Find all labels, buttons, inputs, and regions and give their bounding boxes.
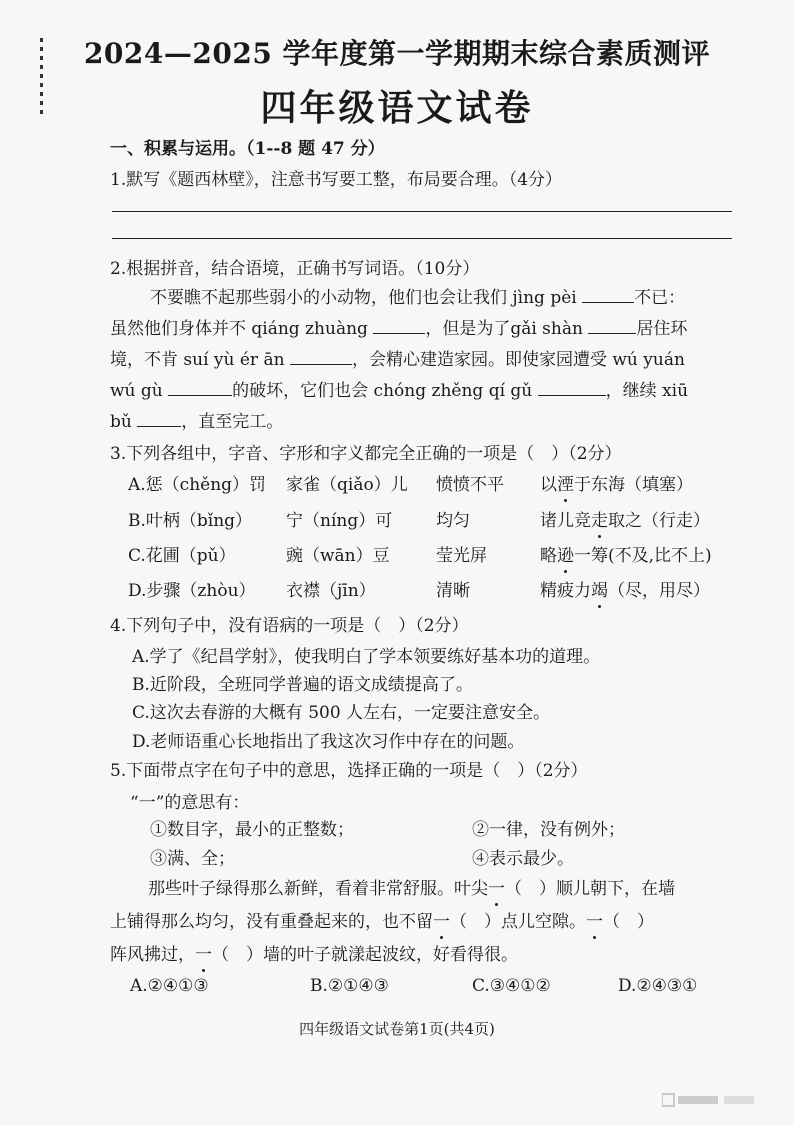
fill-blank-jingpei[interactable] <box>582 301 634 303</box>
fill-blank-gaishan[interactable] <box>588 332 636 334</box>
q5-option-c[interactable]: C.③④①② <box>472 976 551 996</box>
q2-text: 不已： <box>634 288 686 308</box>
q2-text: ，继续 xiū <box>605 381 689 401</box>
section-1-title: 一、积累与运用。（1--8 题 47 分） <box>110 139 385 159</box>
q2-text: 境，不肯 suí yù ér ān <box>110 350 285 370</box>
q4-option-d[interactable]: D.老师语重心长地指出了我这次习作中存在的问题。 <box>132 732 525 752</box>
question-2: 2.根据拼音，结合语境，正确书写词语。（10分） <box>110 259 480 279</box>
q5-meaning-1: ①数目字，最小的正整数； <box>150 820 354 840</box>
q4-option-a[interactable]: A.学了《纪昌学射》，使我明白了学本领要练好基本功的道理。 <box>132 647 601 667</box>
dotted-char: 一 <box>195 945 212 965</box>
q2-line-2 <box>110 314 687 339</box>
q3-cell: 家雀（qiǎo）儿 <box>286 475 408 495</box>
q3-cell: 略 <box>540 546 557 566</box>
question-3: 3.下列各组中，字音、字形和字义都完全正确的一项是（ ）（2分） <box>110 444 622 464</box>
q2-text: ，但是为了gǎi shàn <box>425 319 583 339</box>
question-1: 1.默写《题西林壁》，注意书写要工整，布局要合理。（4分） <box>110 170 563 190</box>
q2-text: wú gù <box>110 381 163 401</box>
q2-text: 虽然他们身体并不 qiáng zhuàng <box>110 319 368 339</box>
q5-text: （ ）顺儿朝下，在墙 <box>505 879 675 899</box>
q3-cell: 精疲力 <box>540 581 591 601</box>
q5-text: （ ） <box>603 912 654 932</box>
q3-cell: 均匀 <box>436 511 470 531</box>
dotted-char: 逊 <box>557 546 574 566</box>
dotted-char: 湮 <box>557 475 574 495</box>
q5-passage-line-2 <box>110 907 654 932</box>
q3-cell: 衣襟（jīn） <box>286 581 376 601</box>
q4-option-c[interactable]: C.这次去春游的大概有 500 人左右，一定要注意安全。 <box>132 703 551 723</box>
q3-cell: 莹光屏 <box>436 546 487 566</box>
q2-line-5 <box>110 407 283 432</box>
q3-cell: 豌（wān）豆 <box>286 546 390 566</box>
dotted-char: 竭 <box>591 581 608 601</box>
q5-text: （ ）墙的叶子就漾起波纹，好看得很。 <box>212 945 518 965</box>
q3-cell: A.惩（chěng）罚 <box>128 475 267 495</box>
q2-text: 的破坏，它们也会 chóng zhěng qí gǔ <box>232 381 533 401</box>
answer-line-2[interactable] <box>112 238 732 239</box>
q3-cell: B.叶柄（bǐng） <box>128 511 253 531</box>
q2-text: 不要瞧不起那些弱小的小动物，他们也会让我们 jìng pèi <box>150 288 577 308</box>
q3-cell: 一筹(不及,比不上) <box>574 546 712 566</box>
q2-text: ，会精心建造家园。即使家园遭受 wú yuán <box>351 350 685 370</box>
question-4: 4.下列句子中，没有语病的一项是（ ）（2分） <box>110 616 469 636</box>
q2-line-1 <box>150 283 685 308</box>
fill-blank-wuyuanwugu[interactable] <box>168 394 232 396</box>
q5-option-a[interactable]: A.②④①③ <box>130 976 209 996</box>
q5-passage-line-1 <box>148 874 675 899</box>
q3-cell: 宁（níng）可 <box>286 511 393 531</box>
q3-cell: 愤愤不平 <box>436 475 504 495</box>
exam-subtitle: 四年级语文试卷 <box>260 87 534 129</box>
q2-text: 居住环 <box>636 319 688 339</box>
page-footer: 四年级语文试卷第1页(共4页) <box>299 1020 495 1038</box>
q5-meaning-label: “一”的意思有： <box>130 793 250 813</box>
q2-line-4 <box>110 376 688 401</box>
dotted-char: 走 <box>591 511 608 531</box>
q3-cell: 清晰 <box>436 581 470 601</box>
q5-text: 上铺得那么均匀，没有重叠起来的，也不留 <box>110 912 433 932</box>
fill-blank-xiubu[interactable] <box>137 425 181 427</box>
watermark-logo-icon <box>662 1090 758 1110</box>
exam-title: 2024—2025 学年度第一学期期末综合素质测评 <box>83 37 711 70</box>
fill-blank-qiangzhuang[interactable] <box>373 332 425 334</box>
q2-text: bǔ <box>110 412 132 432</box>
q2-line-3 <box>110 345 685 370</box>
dotted-char: 一 <box>488 879 505 899</box>
q3-cell: （尽，用尽） <box>608 581 710 601</box>
q3-cell: 取之（行走） <box>608 511 710 531</box>
q5-text: 阵风拂过， <box>110 945 195 965</box>
dotted-char: 一 <box>586 912 603 932</box>
q2-text: ，直至完工。 <box>181 412 284 432</box>
question-5: 5.下面带点字在句子中的意思，选择正确的一项是（ ）（2分） <box>110 761 588 781</box>
q3-cell: 以 <box>540 475 557 495</box>
q5-text: （ ）点儿空隙。 <box>450 912 586 932</box>
q5-text: 那些叶子绿得那么新鲜，看着非常舒服。叶尖 <box>148 879 488 899</box>
q5-option-d[interactable]: D.②④③① <box>618 976 698 996</box>
q5-meaning-2: ②一律，没有例外； <box>472 820 625 840</box>
q5-option-b[interactable]: B.②①④③ <box>310 976 389 996</box>
q5-meaning-4: ④表示最少。 <box>472 849 574 869</box>
q5-passage-line-3 <box>110 940 518 965</box>
q5-meaning-3: ③满、全； <box>150 849 235 869</box>
answer-line-1[interactable] <box>112 211 732 212</box>
q4-option-b[interactable]: B.近阶段，全班同学普遍的语文成绩提高了。 <box>132 675 473 695</box>
fill-blank-chongzhengqigu[interactable] <box>538 394 606 396</box>
dotted-char: 一 <box>433 912 450 932</box>
q3-cell: 于东海（填塞） <box>574 475 693 495</box>
q3-cell: C.花圃（pǔ） <box>128 546 236 566</box>
q3-cell: 诸儿竞 <box>540 511 591 531</box>
fill-blank-suiyuerean[interactable] <box>290 363 352 365</box>
q3-cell: D.步骤（zhòu） <box>128 581 256 601</box>
